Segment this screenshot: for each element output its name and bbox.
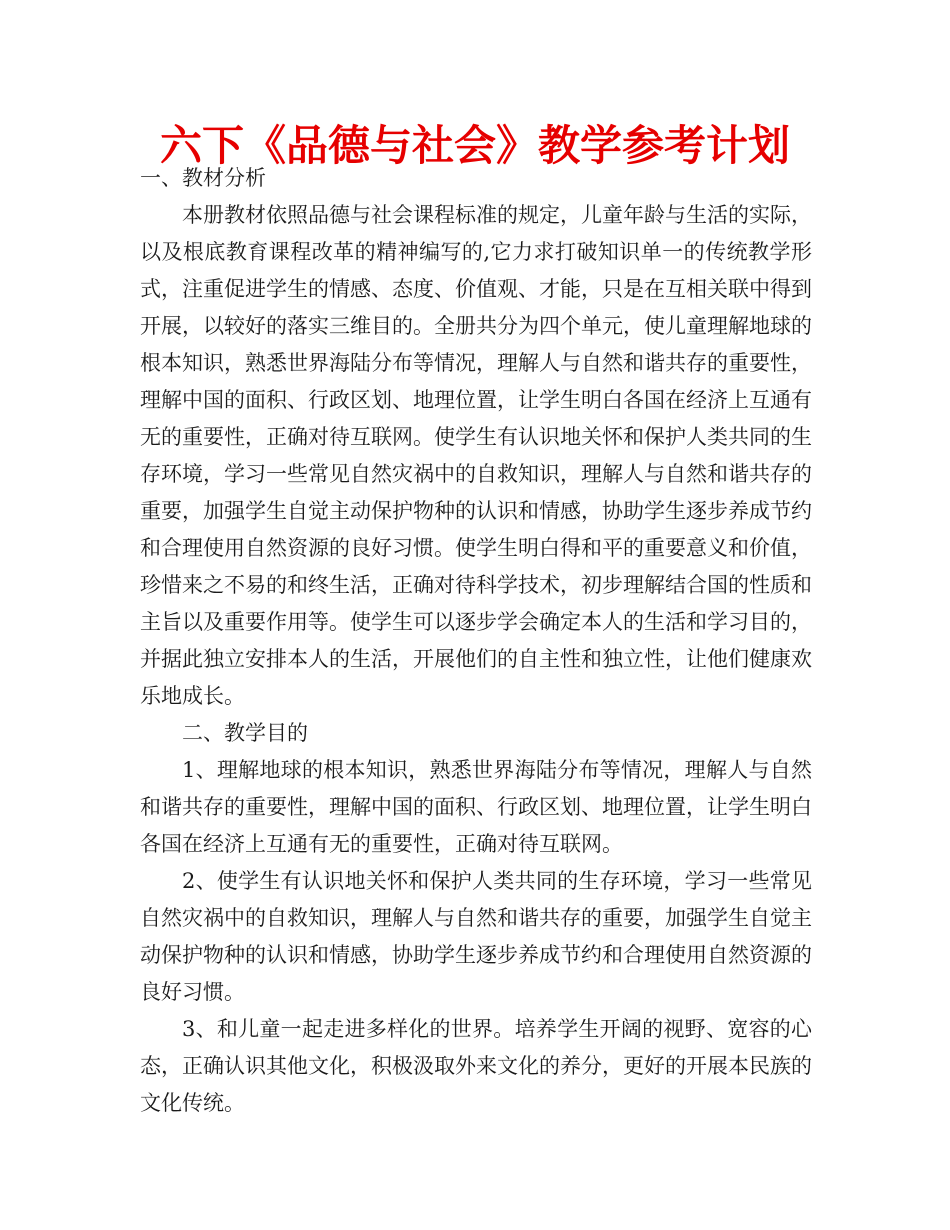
paragraph-objective-1: 1、理解地球的根本知识，熟悉世界海陆分布等情况，理解人与自然和谐共存的重要性，理解中国的面积、行政区划、地理位置，让学生明白各国在经济上互通有无的重要性，正确对待互联网。 bbox=[140, 758, 812, 856]
document-title: 六下《品德与社会》教学参考计划 bbox=[159, 121, 790, 170]
paragraph-materials-analysis: 本册教材依照品德与社会课程标准的规定，儿童年龄与生活的实际，以及根底教育课程改革的精神编写的,它力求打破知识单一的传统教学形式，注重促进学生的情感、态度、价值观、才能，只是在互相关联中得到开展，以较好的落实三维目的。全册共分为四个单元，使儿童理解地球的根本知识，熟悉世界海陆分布等情况，理解人与自然和谐共存的重要性，理解中国的面积、行政区划、地理位置，让学生明白各国在经济上互通有无的重要性，正确对待互联网。使学生有认识地关怀和保护人类共同的生存环境，学习一些常见自然灾祸中的自救知识，理解人与自然和谐共存的重要，加强学生自觉主动保护物种的认识和情感，协助学生逐步养成节约和合理使用自然资源的良好习惯。使学生明白得和平的重要意义和价值，珍惜来之不易的和终生活，正确对待科学技术，初步理解结合国的性质和主旨以及重要作用等。使学生可以逐步学会确定本人的生活和学习目的，并据此独立安排本人的生活，开展他们的自主性和独立性，让他们健康欢乐地成长。 bbox=[140, 203, 812, 708]
paragraph-objective-2: 2、使学生有认识地关怀和保护人类共同的生存环境，学习一些常见自然灾祸中的自救知识，理解人与自然和谐共存的重要，加强学生自觉主动保护物种的认识和情感，协助学生逐步养成节约和合理使用自然资源的良好习惯。 bbox=[140, 869, 812, 1004]
paragraph-objective-3: 3、和儿童一起走进多样化的世界。培养学生开阔的视野、宽容的心态，正确认识其他文化，积极汲取外来文化的养分，更好的开展本民族的文化传统。 bbox=[140, 1017, 812, 1115]
document-body bbox=[140, 160, 812, 1122]
section-heading-materials: 一、教材分析 bbox=[140, 166, 266, 190]
section-heading-objectives: 二、教学目的 bbox=[182, 721, 308, 745]
